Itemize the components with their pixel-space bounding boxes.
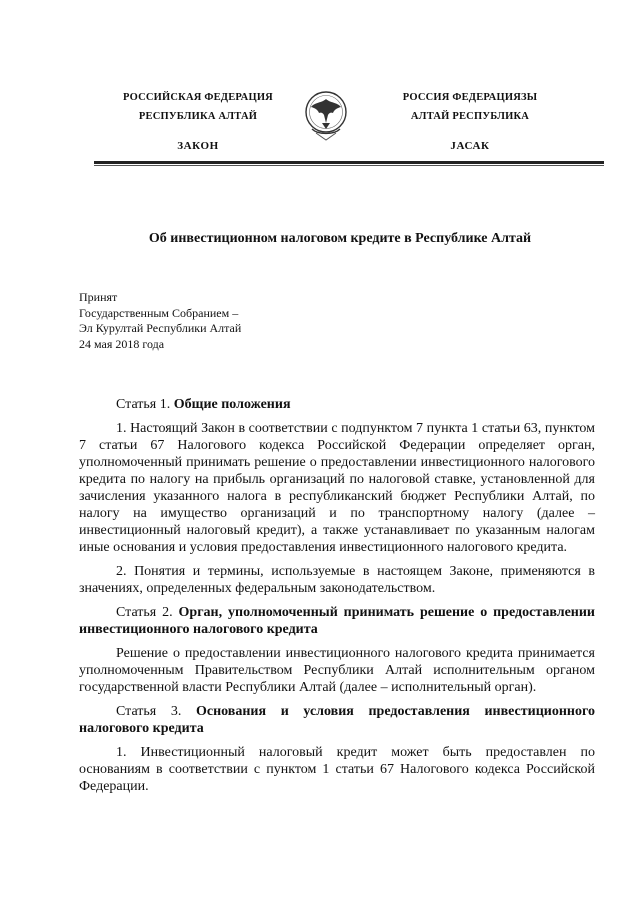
- law-body: [79, 396, 595, 799]
- header-right: [380, 88, 560, 156]
- republic-name-ru: РЕСПУБЛИКА АЛТАЙ: [138, 111, 258, 122]
- article-title: Основания и условия предоставления инвестиционного налогового кредита: [79, 704, 595, 736]
- republic-altai-coat-of-arms-icon: [302, 85, 350, 143]
- header-divider-thick: [94, 161, 604, 164]
- header-left: [108, 88, 288, 156]
- adopted-line: Государственным Собранием –: [79, 305, 239, 320]
- law-label-ru: ЗАКОН: [177, 140, 219, 152]
- article-2-heading: [79, 604, 595, 638]
- article-prefix: Статья 1.: [116, 397, 174, 412]
- article-title: Орган, уполномоченный принимать решение о предоставлении инвестиционного налогового кредита: [79, 605, 595, 637]
- adoption-block: [79, 290, 241, 352]
- document-title: Об инвестиционном налоговом кредите в Республике Алтай: [148, 231, 532, 246]
- article-1-paragraph-2: 2. Понятия и термины, используемые в настоящем Законе, применяются в значениях, определенных федеральным законодательством.: [79, 564, 595, 596]
- adopted-line: Эл Курултай Республики Алтай: [79, 321, 242, 335]
- republic-name-alt: АЛТАЙ РЕСПУБЛИКА: [410, 111, 530, 122]
- article-prefix: Статья 3.: [116, 704, 196, 719]
- country-name-alt: РОССИЯ ФЕДЕРАЦИЯЗЫ: [402, 92, 538, 103]
- law-label-alt: JАСАК: [450, 140, 490, 152]
- adoption-date: 24 мая 2018 года: [79, 336, 165, 351]
- article-1-paragraph-1: 1. Настоящий Закон в соответствии с подпунктом 7 пункта 1 статьи 63, пунктом 7 статьи 67 Налогового кодекса Российской Федерации определяет орган, уполномоченный принимать решение о предоставлении инвестиционного налогового кредита по налогу на прибыль организаций по налоговой ставке, установленной для зачисления указанного налога в республиканский бюджет Республики Алтай, по налогу на имущество организаций и по транспортному налогу (далее – инвестиционный налоговый кредит), а также устанавливает по указанным налогам иные основания и условия предоставления инвестиционного налогового кредита.: [79, 421, 595, 555]
- country-name-ru: РОССИЙСКАЯ ФЕДЕРАЦИЯ: [123, 92, 273, 103]
- article-3-paragraph-1: 1. Инвестиционный налоговый кредит может быть предоставлен по основаниям в соответствии с пунктом 1 статьи 67 Налогового кодекса Российской Федерации.: [79, 745, 595, 794]
- article-prefix: Статья 2.: [116, 605, 179, 620]
- adopted-line: Принят: [79, 290, 118, 304]
- article-title: Общие положения: [173, 397, 291, 412]
- header-divider-thin: [94, 165, 604, 166]
- article-1-heading: [79, 396, 595, 413]
- article-2-paragraph-1: Решение о предоставлении инвестиционного налогового кредита принимается уполномоченным Правительством Республики Алтай исполнительным органом государственной власти Республики Алтай (далее – исполнительный орган).: [79, 646, 595, 695]
- article-3-heading: [79, 703, 595, 737]
